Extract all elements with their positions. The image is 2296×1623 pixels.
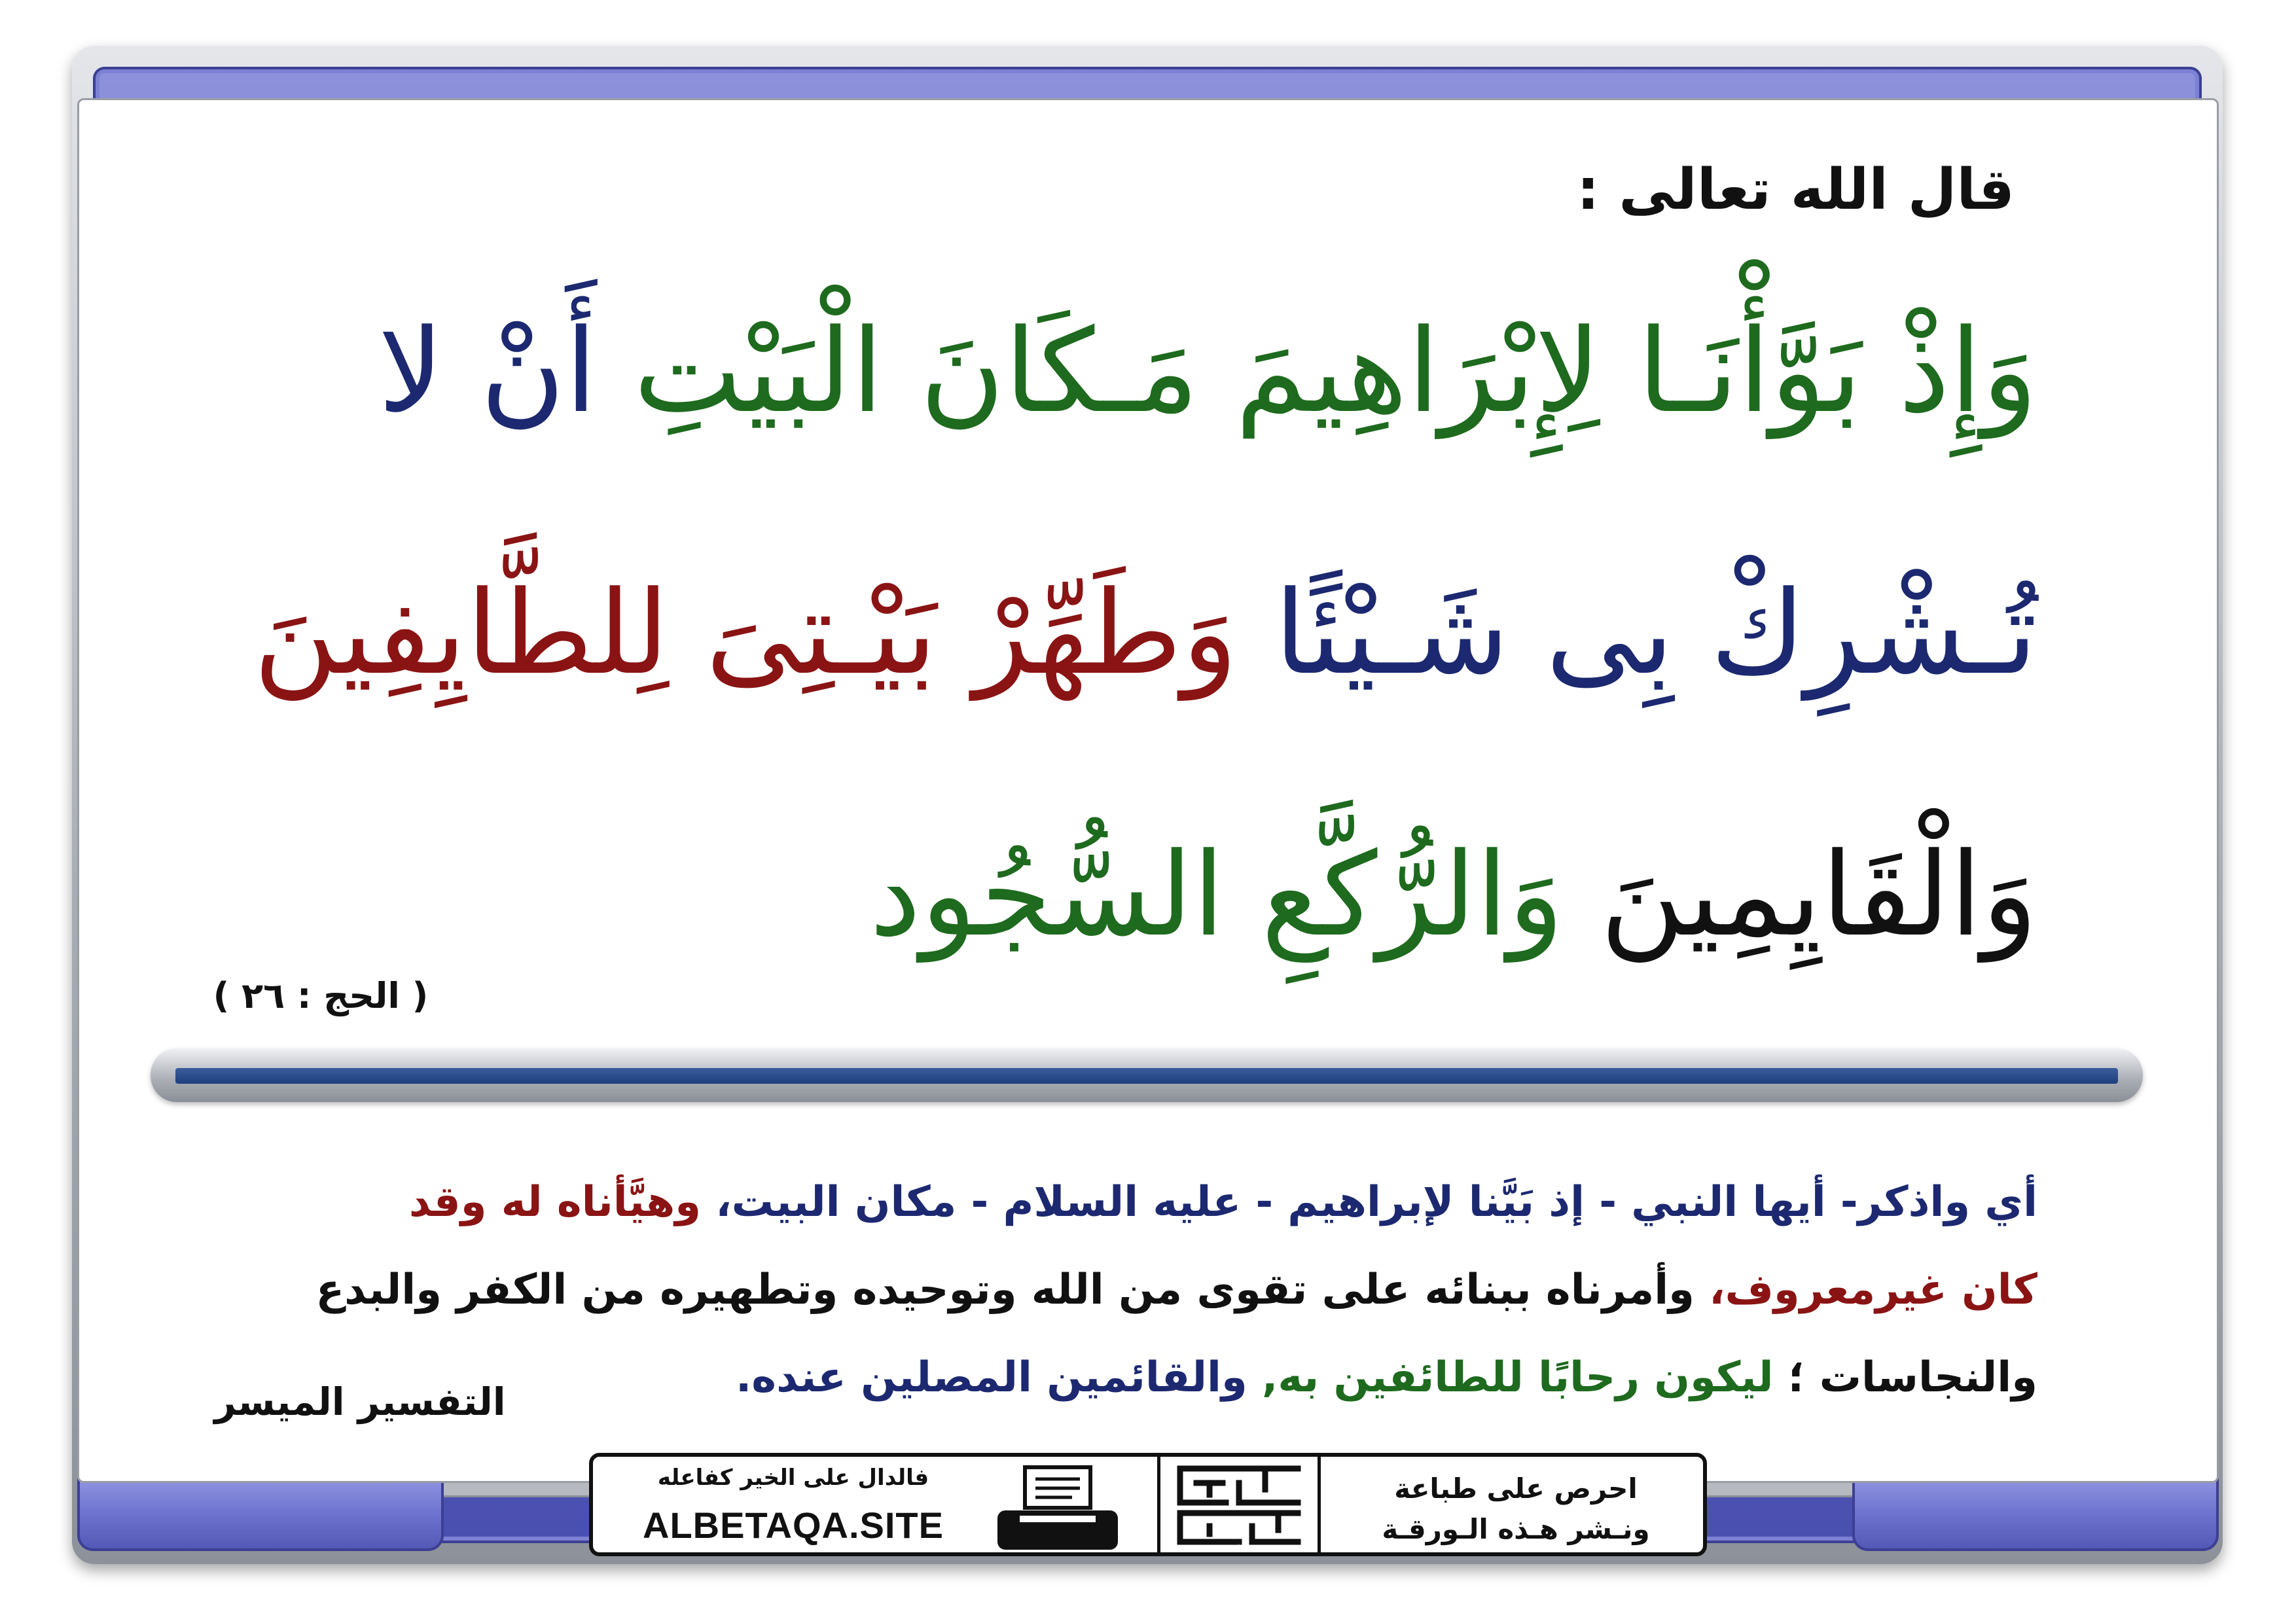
verse-segment: وَإِذْ بَوَّأْنَـا لِإِبْرَاهِيمَ مَـكَانَ الْبَيْتِ bbox=[597, 304, 2037, 438]
calligraphy-logo bbox=[1157, 1457, 1321, 1552]
tafsir-segment: والقائمين المصلين عنده. bbox=[735, 1353, 1247, 1402]
verse-segment: وَالرُّكَّعِ السُّجُود bbox=[869, 828, 1564, 962]
verse-segment: وَطَهِّرْ بَيْـتِىَ لِلطَّايِفِينَ bbox=[253, 566, 1238, 700]
verse-line-1 bbox=[218, 304, 2037, 576]
footer-box bbox=[589, 1453, 1707, 1556]
quran-verse bbox=[218, 304, 2037, 1099]
verse-reference: ( الحج : ٢٦ ) bbox=[213, 975, 429, 1016]
verse-segment: أَنْ لا bbox=[378, 304, 598, 438]
section-divider bbox=[151, 1048, 2143, 1102]
site-link[interactable]: ALBETAQA.SITE bbox=[643, 1505, 944, 1546]
tafsir-segment: ليكون رحابًا للطائفين به, bbox=[1247, 1353, 1774, 1402]
verse-segment: وَالْقَايِمِينَ bbox=[1564, 828, 2037, 962]
footer-saying: فالدال على الخير كفاعله bbox=[657, 1465, 929, 1491]
tafsir-source: التفسير الميسر bbox=[214, 1380, 506, 1424]
tafsir-segment: كان غيرمعروف، bbox=[1694, 1266, 2037, 1314]
intro-heading: قال الله تعالى : bbox=[1577, 157, 2015, 223]
verse-segment: تُـشْرِكْ بِى شَـيْئًا bbox=[1237, 566, 2037, 700]
tafsir-line-3 bbox=[257, 1334, 2037, 1421]
tafsir-segment: وأمرناه ببنائه على تقوى من الله وتوحيده وتطهيره من الكفر والبدع bbox=[315, 1266, 1695, 1314]
tafsir-line-2 bbox=[257, 1246, 2037, 1334]
tafsir-line-1 bbox=[257, 1158, 2037, 1246]
footer-cta-line-1: احرص على طباعة bbox=[1394, 1472, 1638, 1505]
tafsir-segment: وهيَّأناه له وقد bbox=[408, 1178, 702, 1226]
tafsir-text bbox=[257, 1158, 2037, 1421]
verse-line-2 bbox=[218, 566, 2037, 838]
printer-icon bbox=[994, 1465, 1122, 1555]
tafsir-segment: والنجاسات ؛ bbox=[1773, 1353, 2037, 1402]
logo-text-top: دعوتنا bbox=[1238, 1501, 1240, 1502]
logo-text-bottom: الورقة bbox=[1238, 1544, 1240, 1545]
tafsir-segment: أي واذكر- أيها النبي - إذ بَيَّنا لإبراهيم - عليه السلام - مكان البيت، bbox=[701, 1178, 2037, 1226]
divider-bar bbox=[175, 1068, 2118, 1084]
footer-cta-line-2: ونـشر هـذه الـورقـة bbox=[1382, 1513, 1650, 1545]
footer-call-to-action bbox=[1352, 1469, 1679, 1550]
